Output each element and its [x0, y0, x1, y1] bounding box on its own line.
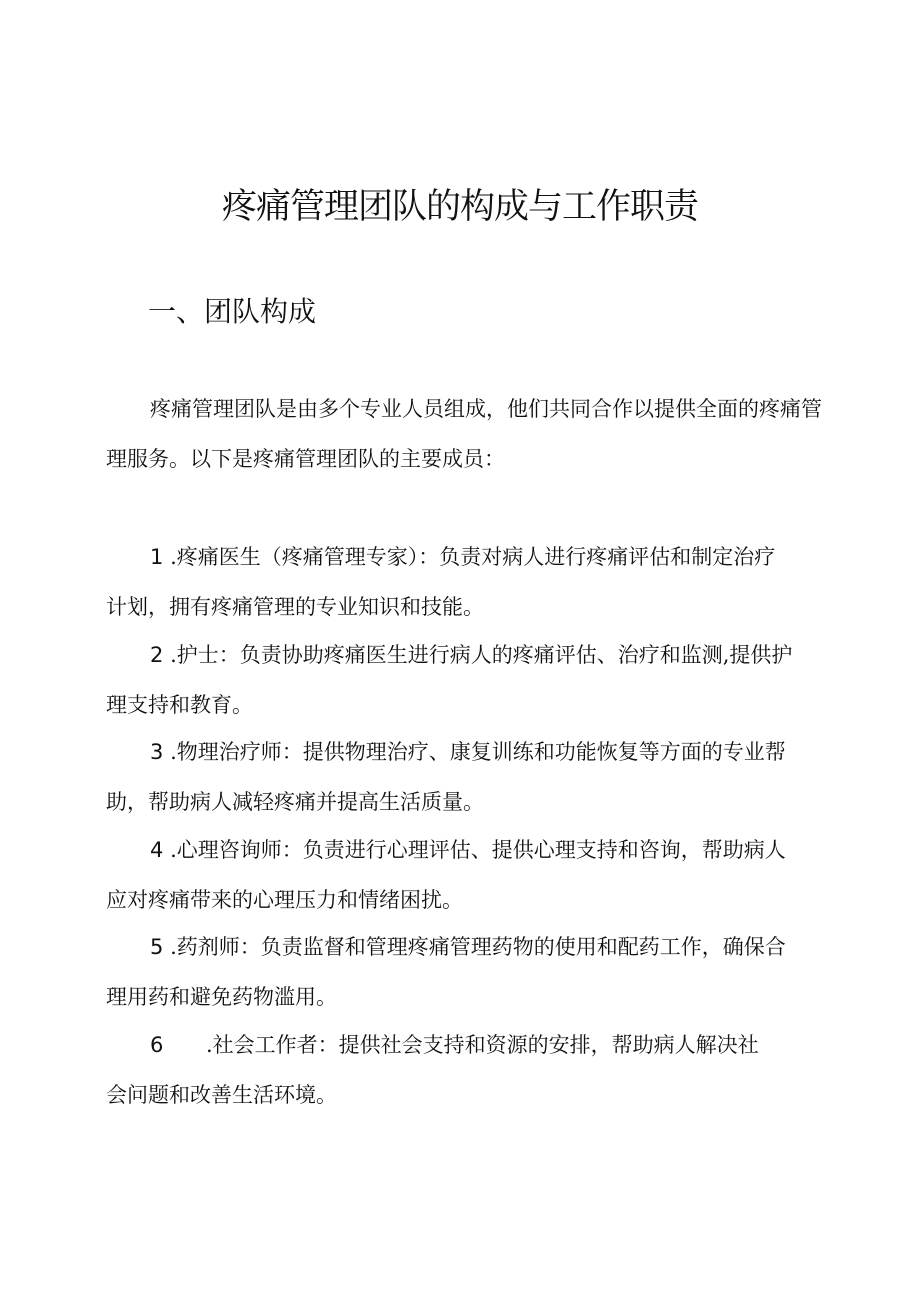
list-item — [106, 1020, 826, 1120]
document-title: 疼痛管理团队的构成与工作职责 — [221, 187, 698, 227]
list-item-continuation: 理用药和避免药物滥用。 — [106, 985, 337, 1009]
section-heading: 一、团队构成 — [148, 295, 317, 328]
list-item-number: 1 — [150, 545, 164, 569]
list-item-text: .护士：负责协助疼痛医生进行病人的疼痛评估、治疗和监测,提供护 — [170, 643, 793, 667]
list-item-continuation: 助，帮助病人减轻疼痛并提高生活质量。 — [106, 790, 484, 814]
list-item-text: .社会工作者：提供社会支持和资源的安排，帮助病人解决社 — [206, 1033, 759, 1057]
intro-paragraph: 疼痛管理团队是由多个专业人员组成，他们共同合作以提供全面的疼痛管理服务。以下是疼痛管理团队的主要成员： — [106, 397, 822, 471]
list-item-continuation: 应对疼痛带来的心理压力和情绪困扰。 — [106, 888, 463, 912]
list-item-text: .心理咨询师：负责进行心理评估、提供心理支持和咨询，帮助病人 — [170, 838, 786, 862]
list-item-number: 5 — [150, 935, 164, 959]
list-item-text: .疼痛医生（疼痛管理专家）：负责对病人进行疼痛评估和制定治疗 — [170, 545, 776, 569]
list-item-number: 4 — [150, 838, 164, 862]
list-item-number: 3 — [150, 740, 164, 764]
list-item-continuation: 会问题和改善生活环境。 — [106, 1083, 337, 1107]
list-item — [106, 727, 826, 827]
list-item-text: .物理治疗师：提供物理治疗、康复训练和功能恢复等方面的专业帮 — [170, 740, 786, 764]
list-item-text: .药剂师：负责监督和管理疼痛管理药物的使用和配药工作，确保合 — [170, 935, 786, 959]
list-item-continuation: 理支持和教育。 — [106, 693, 253, 717]
list-item — [106, 825, 826, 925]
list-item — [106, 532, 826, 632]
list-item-number: 2 — [150, 643, 164, 667]
list-item — [106, 630, 826, 730]
list-item-number: 6 — [150, 1033, 164, 1057]
list-item — [106, 922, 826, 1022]
list-item-continuation: 计划，拥有疼痛管理的专业知识和技能。 — [106, 595, 484, 619]
